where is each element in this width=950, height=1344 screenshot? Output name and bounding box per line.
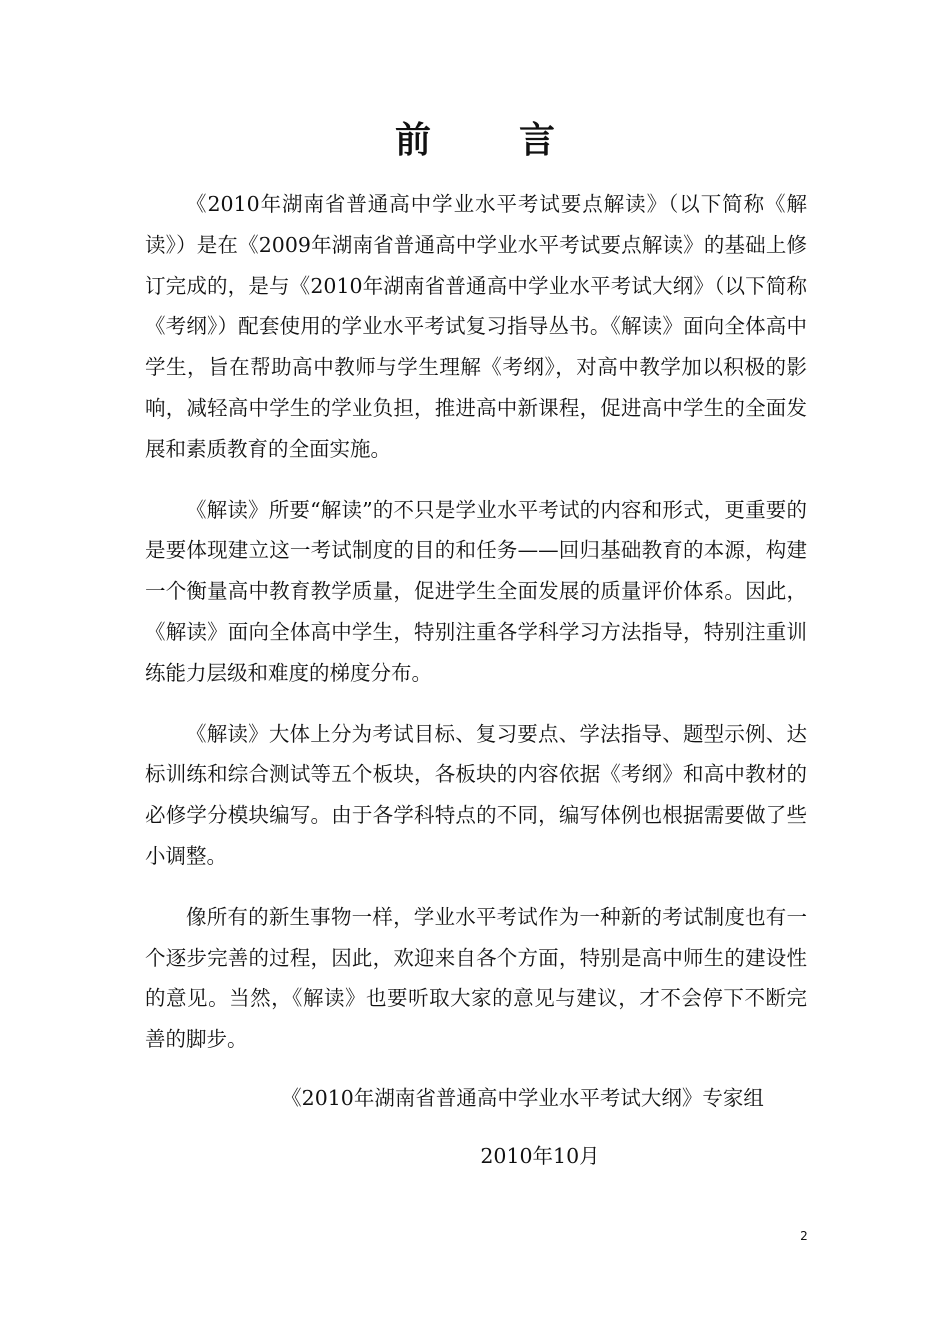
page-number: 2 <box>800 1229 808 1243</box>
page-title: 前 言 <box>394 119 581 161</box>
paragraph-3: 《解读》大体上分为考试目标、复习要点、学法指导、题型示例、达标训练和综合测试等五个板块，各板块的内容依据《考纲》和高中教材的必修学分模块编写。由于各学科特点的不同，编写体例也根据需要做了些小调整。 <box>145 721 807 868</box>
preface-body <box>145 184 807 1080</box>
paragraph-4: 像所有的新生事物一样，学业水平考试作为一种新的考试制度也有一个逐步完善的过程，因此，欢迎来自各个方面，特别是高中师生的建设性的意见。当然，《解读》也要听取大家的意见与建议，才不会停下不断完善的脚步。 <box>145 904 807 1052</box>
paragraph-1: 《2010年湖南省普通高中学业水平考试要点解读》（以下简称《解读》）是在《2009年湖南省普通高中学业水平考试要点解读》的基础上修订完成的，是与《2010年湖南省普通高中学业水平考试大纲》（以下简称《考纲》）配套使用的学业水平考试复习指导丛书。《解读》面向全体高中学生，旨在帮助高中教师与学生理解《考纲》，对高中教学加以积极的影响，减轻高中学生的学业负担，推进高中新课程，促进高中学生的全面发展和素质教育的全面实施。 <box>145 192 807 461</box>
date: 2010年10月 <box>480 1144 600 1168</box>
signature: 《2010年湖南省普通高中学业水平考试大纲》专家组 <box>281 1086 764 1110</box>
paragraph-2: 《解读》所要“解读”的不只是学业水平考试的内容和形式，更重要的是要体现建立这一考试制度的目的和任务——回归基础教育的本源，构建一个衡量高中教育教学质量，促进学生全面发展的质量评价体系。因此，《解读》面向全体高中学生，特别注重各学科学习方法指导，特别注重训练能力层级和难度的梯度分布。 <box>145 497 807 685</box>
